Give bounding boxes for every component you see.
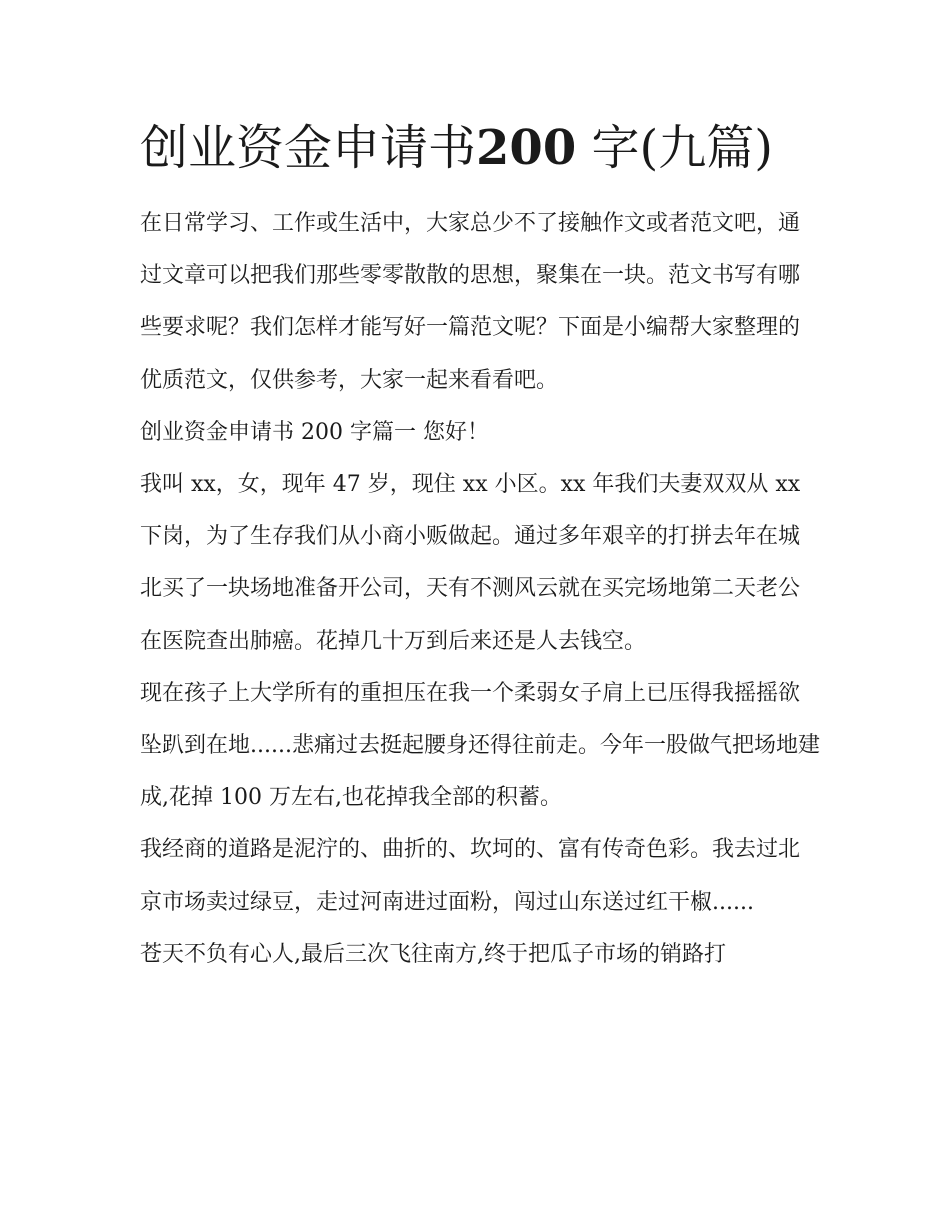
intro-paragraph: 在日常学习、工作或生活中，大家总少不了接触作文或者范文吧，通过文章可以把我们那些零零散散的思想，聚集在一块。范文书写有哪些要求呢？我们怎样才能写好一篇范文呢？下面是小编帮大家整理的优质范文，仅供参考，大家一起来看看吧。 — [140, 211, 801, 393]
body-paragraph: 我经商的道路是泥泞的、曲折的、坎坷的、富有传奇色彩。我去过北京市场卖过绿豆，走过河南进过面粉，闯过山东送过红干椒...... — [140, 837, 801, 915]
section-heading-paragraph: 创业资金申请书 200 字篇一 您好！ — [140, 419, 489, 445]
title-number: 200 — [476, 120, 577, 176]
document-title — [140, 112, 820, 184]
document-content — [140, 112, 820, 981]
document-body — [140, 198, 820, 981]
title-prefix: 创业资金申请书 — [140, 120, 477, 176]
body-paragraph: 现在孩子上大学所有的重担压在我一个柔弱女子肩上已压得我摇摇欲坠趴到在地......悲痛过去挺起腰身还得往前走。今年一股做气把场地建成,花掉 100 万左右,也花掉我全部的积蓄。 — [140, 680, 820, 811]
title-suffix: 字(九篇) — [576, 120, 773, 176]
body-paragraph: 我叫 xx，女，现年 47 岁，现住 xx 小区。xx 年我们夫妻双双从 xx 下岗，为了生存我们从小商小贩做起。通过多年艰辛的打拼去年在城北买了一块场地准备开公司，天有不测风云就在买完场地第二天老公在医院查出肺癌。花掉几十万到后来还是人去钱空。 — [140, 472, 801, 654]
body-paragraph: 苍天不负有心人,最后三次飞往南方,终于把瓜子市场的销路打 — [140, 941, 726, 967]
